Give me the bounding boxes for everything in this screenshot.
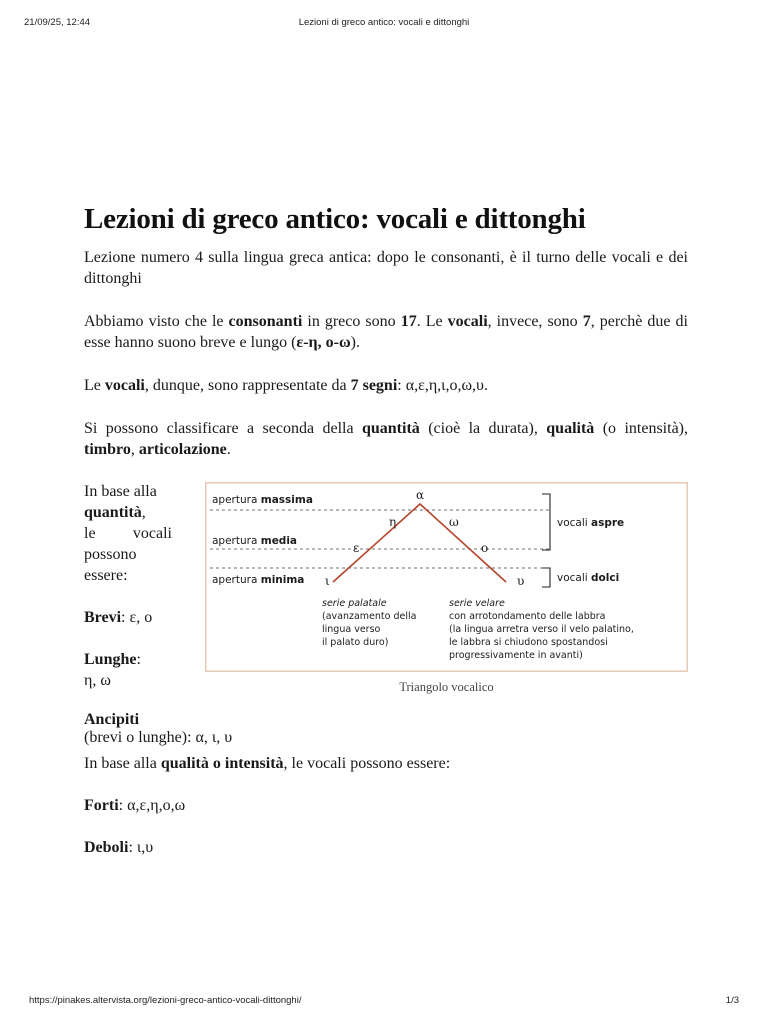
bold-text: qualità o intensità: [160, 755, 284, 772]
text: , le vocali possono essere:: [283, 755, 451, 772]
velar-series-title: serie velare: [449, 598, 505, 609]
intro-paragraph: Lezione numero 4 sulla lingua greca antica: dopo le consonanti, è il turno delle vocali e dei dittonghi: [84, 249, 688, 287]
text: :: [136, 651, 141, 668]
quality-intro: [84, 753, 688, 774]
vowel-alpha: α: [416, 488, 425, 502]
velar-series-line-1: con arrotondamento delle labbra: [449, 611, 606, 622]
palatal-series-line-3: il palato duro): [322, 637, 389, 648]
quantity-line-2: [84, 502, 172, 523]
bold-text: Ancipiti: [84, 711, 140, 728]
lunghe-item: [84, 649, 172, 670]
label-vocali-dolci: vocali dolci: [557, 572, 620, 584]
row-label-media: apertura media: [212, 535, 298, 547]
text: (o intensità),: [594, 420, 688, 437]
velar-series-line-4: progressivamente in avanti): [449, 650, 583, 661]
vowel-omicron: ο: [481, 541, 489, 555]
ancipiti-values: (brevi o lunghe): α, ι, υ: [84, 729, 233, 746]
bold-text: 17: [400, 313, 417, 330]
forti-item: [84, 795, 688, 816]
print-page-title: Lezioni di greco antico: vocali e dittonghi: [298, 17, 470, 28]
spacer: [84, 774, 688, 795]
bold-text: consonanti: [228, 313, 303, 330]
text: ,: [130, 441, 139, 458]
spacer: [84, 628, 172, 649]
article: [84, 199, 688, 858]
quantity-line-4: possono: [84, 546, 137, 563]
velar-series-line-3: le labbra si chiudono spostandosi: [449, 637, 608, 648]
ancipiti-label: [84, 711, 688, 729]
text: ).: [350, 334, 360, 351]
article-title: Lezioni di greco antico: vocali e dittonghi: [84, 203, 586, 235]
palatal-series-line-1: (avanzamento della: [322, 611, 417, 622]
bold-text: vocali: [447, 313, 488, 330]
vowel-iota: ι: [325, 574, 330, 588]
text: . Le: [416, 313, 448, 330]
brevi-item: [84, 607, 172, 628]
print-datetime: 21/09/25, 12:44: [24, 17, 91, 28]
quantity-line-5: essere:: [84, 567, 128, 584]
spacer: [84, 816, 688, 837]
bold-text: 7 segni: [350, 377, 398, 394]
text: Le: [84, 377, 105, 394]
vowel-upsilon: υ: [517, 574, 525, 588]
text: : ι,υ: [128, 839, 154, 856]
signs-paragraph: [84, 375, 688, 396]
row-label-minima: apertura minima: [212, 574, 305, 586]
deboli-item: [84, 837, 688, 858]
bold-text: Forti: [84, 797, 119, 814]
text: , dunque, sono rappresentate da: [144, 377, 351, 394]
quantity-line-1: In base alla: [84, 483, 157, 500]
ancipiti-block: [84, 711, 688, 747]
lunghe-values: η, ω: [84, 672, 111, 689]
bold-text: vocali: [104, 377, 145, 394]
vowel-triangle-figure: [205, 482, 688, 695]
bold-text: 7: [582, 313, 591, 330]
text: In base alla: [84, 755, 161, 772]
vowel-omega: ω: [449, 515, 459, 529]
palatal-series-line-2: lingua verso: [322, 624, 381, 635]
quantity-section: [84, 481, 688, 753]
label-vocali-aspre: vocali aspre: [557, 517, 625, 529]
text: (cioè la durata),: [419, 420, 547, 437]
bold-text: Lunghe: [84, 651, 137, 668]
bold-text: timbro: [84, 441, 131, 458]
quantity-line-3: [84, 523, 172, 544]
bold-text: Brevi: [84, 609, 122, 626]
bold-text: ε-η, ο-ω: [296, 334, 351, 351]
figure-caption: Triangolo vocalico: [399, 680, 494, 694]
palatal-series-title: serie palatale: [322, 598, 387, 609]
print-footer: [0, 995, 768, 1009]
text: : ε, ο: [121, 609, 153, 626]
classification-paragraph: [84, 418, 688, 460]
spacer: [84, 586, 172, 607]
print-header: [0, 17, 768, 31]
print-url: https://pinakes.altervista.org/lezioni-greco-antico-vocali-dittonghi/: [29, 995, 302, 1006]
velar-series-line-2: (la lingua arretra verso il velo palatino,: [449, 624, 634, 635]
text: : α,ε,η,ι,ο,ω,υ.: [397, 377, 488, 394]
text: , invece, sono: [487, 313, 583, 330]
bold-text: qualità: [546, 420, 595, 437]
text: in greco sono: [302, 313, 401, 330]
vowel-epsilon: ε: [353, 541, 360, 555]
consonants-paragraph: [84, 311, 688, 353]
text: Si possono classificare a seconda della: [84, 420, 362, 437]
text: , perchè due di esse hanno suono breve e lungo (: [84, 313, 688, 351]
bold-text: Deboli: [84, 839, 129, 856]
bold-text: articolazione: [138, 441, 227, 458]
vowel-triangle-diagram: [205, 482, 688, 672]
text: .: [226, 441, 231, 458]
bold-text: quantità: [361, 420, 420, 437]
quality-section: [84, 753, 688, 858]
text: ,: [141, 504, 146, 521]
text: : α,ε,η,ο,ω: [118, 797, 186, 814]
print-page-number: 1/3: [725, 995, 739, 1006]
bold-text: quantità: [84, 504, 142, 521]
text: vocali: [132, 525, 172, 542]
text: le: [84, 525, 96, 542]
quantity-column: [84, 481, 172, 691]
vowel-eta: η: [389, 515, 397, 529]
text: Abbiamo visto che le: [84, 313, 229, 330]
row-label-massima: apertura massima: [212, 494, 313, 506]
